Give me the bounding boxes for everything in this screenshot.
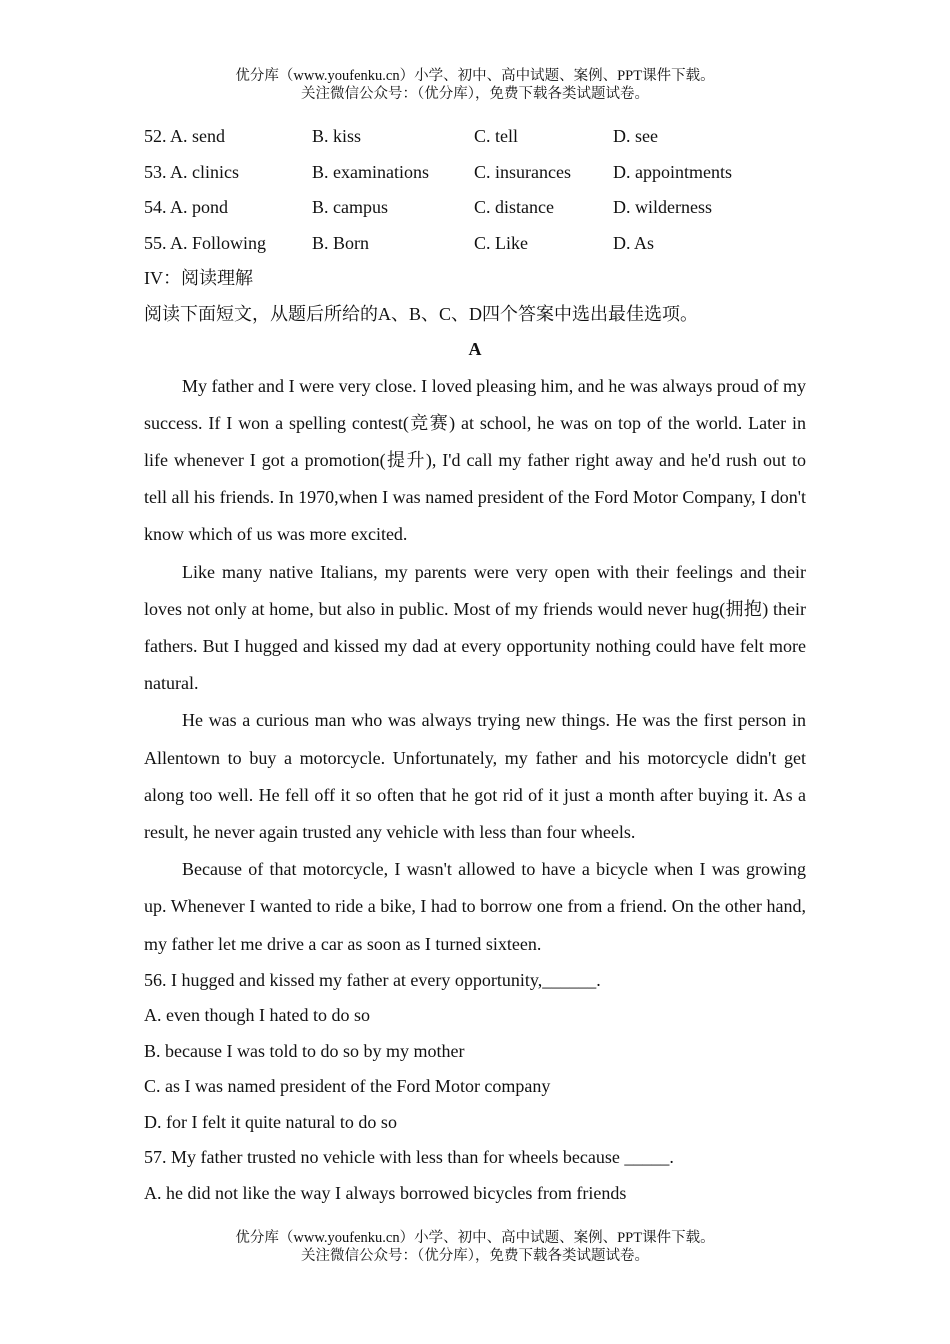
cloze-options	[144, 119, 806, 261]
option-c: C. tell	[474, 126, 518, 146]
page-footer	[0, 1229, 950, 1265]
option-c: C. insurances	[474, 161, 571, 182]
passage-paragraph: He was a curious man who was always trying new things. He was the first person in Allentown to buy a motorcycle. Unfortunately, my father and his motorcycle didn't get along too well. He fell off it so often that he got rid of it just a month after buying it. As a result, he never again trusted any vehicle with less than four wheels.	[144, 710, 806, 842]
passage-paragraph: Because of that motorcycle, I wasn't allowed to have a bicycle when I was growing up. Whenever I wanted to ride a bike, I had to borrow one from a friend. On the other hand, my father let me drive a car as soon as I turned sixteen.	[144, 859, 806, 954]
instructions: 阅读下面短文，从题后所给的A、B、C、D四个答案中选出最佳选项。	[144, 303, 699, 324]
answer-option: D. for I felt it quite natural to do so	[144, 1111, 397, 1132]
passage-paragraph: My father and I were very close. I loved pleasing him, and he was always proud of my success. If I won a spelling contest(竞赛) at school, he was on top of the world. Later in life whenever I got a promotion(提升), I'd call my father right away and he'd rush out to tell all his friends. In 1970,when I was named president of the Ford Motor Company, I don't know which of us was more excited.	[144, 375, 806, 545]
option-b: B. campus	[312, 197, 388, 217]
option-d: D. As	[613, 232, 655, 253]
footer-line-2: 关注微信公众号：（优分库），免费下载各类试题试卷。	[301, 1248, 649, 1264]
option-a: 54. A. pond	[144, 197, 229, 217]
answer-option: C. as I was named president of the Ford Motor company	[144, 1076, 551, 1097]
option-b: B. examinations	[312, 161, 429, 182]
page-content	[144, 119, 806, 1211]
option-b: B. Born	[312, 232, 370, 253]
header-line-1: 优分库（www.youfenku.cn）小学、初中、高中试题、案例、PPT课件下载。	[235, 68, 715, 84]
option-row	[144, 226, 806, 262]
passage-paragraph: Like many native Italians, my parents were very open with their feelings and their loves not only at home, but also in public. Most of my friends would never hug(拥抱) their fathers. But I hugged and kissed my dad at every opportunity nothing could have felt more natural.	[144, 561, 806, 694]
footer-line-1: 优分库（www.youfenku.cn）小学、初中、高中试题、案例、PPT课件下载。	[235, 1230, 715, 1246]
option-row	[144, 190, 806, 226]
option-a: 55. A. Following	[144, 232, 267, 253]
question-56	[144, 963, 806, 1141]
answer-option: A. even though I hated to do so	[144, 1005, 370, 1026]
answer-option: A. he did not like the way I always borrowed bicycles from friends	[144, 1182, 627, 1203]
header-line-2: 关注微信公众号：（优分库），免费下载各类试题试卷。	[301, 86, 649, 102]
option-c: C. Like	[474, 232, 528, 253]
section-heading: IV：阅读理解	[144, 268, 253, 288]
question-57	[144, 1140, 806, 1211]
option-row	[144, 155, 806, 191]
question-stem: 57. My father trusted no vehicle with less than for wheels because _____.	[144, 1147, 674, 1168]
passage-title: A	[468, 339, 482, 359]
question-stem: 56. I hugged and kissed my father at every opportunity,______.	[144, 969, 601, 990]
page-header	[0, 67, 950, 103]
answer-option: B. because I was told to do so by my mother	[144, 1040, 465, 1061]
option-b: B. kiss	[312, 126, 362, 146]
option-a: 52. A. send	[144, 126, 225, 146]
option-a: 53. A. clinics	[144, 161, 239, 182]
option-c: C. distance	[474, 197, 554, 217]
option-d: D. wilderness	[613, 197, 712, 217]
option-d: D. see	[613, 126, 658, 146]
option-d: D. appointments	[613, 161, 732, 182]
option-row	[144, 119, 806, 155]
